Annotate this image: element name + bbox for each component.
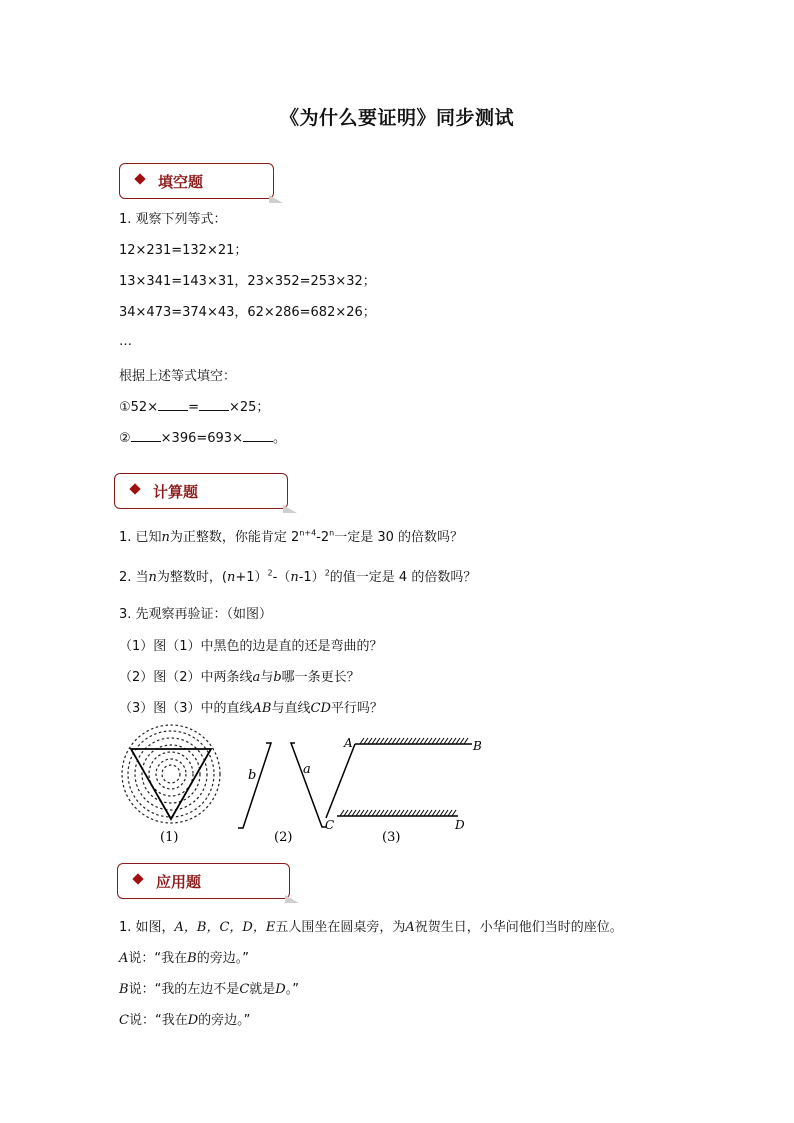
- figure-caption: (3): [382, 830, 401, 845]
- variable: D: [187, 1013, 199, 1028]
- variable: C: [119, 1013, 129, 1028]
- text: 就是: [249, 982, 276, 997]
- page-title: 《为什么要证明》同步测试: [279, 107, 514, 129]
- label-b: b: [248, 768, 257, 783]
- figure-caption: (2): [274, 830, 293, 845]
- calc-question-3: 3. 先观察再验证：（如图）: [119, 607, 273, 622]
- point-label-a: A: [344, 736, 353, 750]
- ellipsis: …: [119, 334, 132, 349]
- text: -（: [272, 570, 291, 585]
- section-header-fill: [119, 163, 274, 199]
- statement-c: [119, 1009, 250, 1028]
- calc-subquestion-1: （1）图（1）中黑色的边是直的还是弯曲的？: [119, 639, 383, 654]
- exponent: n: [329, 528, 335, 538]
- illusion-figure: [0, 722, 794, 852]
- text: 的旁边。”: [198, 1013, 251, 1028]
- section-shadow: [283, 505, 297, 513]
- text: 1. 如图，: [119, 920, 175, 935]
- diamond-bullet-icon: [129, 483, 140, 494]
- apply-question-1: [119, 916, 623, 935]
- statement-b: [119, 978, 299, 997]
- section-label: 填空题: [158, 173, 204, 191]
- exponent: 2: [324, 568, 330, 578]
- text: 的值一定是 4 的倍数吗？: [329, 570, 477, 585]
- text: （2）图（2）中两条线: [119, 670, 253, 685]
- text: 说：“我的左边不是: [128, 982, 240, 997]
- statement-a: [119, 947, 249, 966]
- text: 说：“我在: [128, 951, 188, 966]
- equation-line: 34×473=374×43，62×286=682×26；: [119, 305, 376, 320]
- figure-2-line-a: [291, 743, 326, 827]
- text: 为正整数，你能肯定 2: [169, 530, 300, 545]
- equation-line: 13×341=143×31，23×352=253×32；: [119, 274, 376, 289]
- text: -2: [316, 530, 330, 545]
- calc-subquestion-2: [119, 666, 360, 685]
- variable: C: [239, 982, 250, 997]
- figure-2-line-b: [238, 743, 271, 828]
- diamond-bullet-icon: [134, 173, 145, 184]
- text: 祝贺生日，小华问他们当时的座位。: [414, 920, 623, 935]
- answer-blank[interactable]: [243, 429, 273, 442]
- variable: n: [227, 570, 236, 585]
- fill-item-a: [119, 396, 269, 415]
- variable: b: [273, 670, 282, 685]
- calc-question-2: [119, 566, 476, 585]
- text: 的旁边。”: [196, 951, 249, 966]
- variable: D: [275, 982, 286, 997]
- text: 1. 已知: [119, 530, 162, 545]
- text: 哪一条更长？: [281, 670, 360, 685]
- text: 平行吗？: [330, 701, 383, 716]
- section-label: 应用题: [156, 873, 202, 891]
- exponent: n+4: [299, 528, 317, 538]
- label-a: a: [303, 762, 311, 777]
- exponent: 2: [267, 568, 273, 578]
- diamond-bullet-icon: [132, 873, 143, 884]
- text: 与直线: [271, 701, 311, 716]
- figure-1-circles: [122, 725, 220, 823]
- text: ×396=693×: [160, 431, 243, 446]
- calc-question-1: [119, 526, 463, 545]
- equation-line: 12×231=132×21；: [119, 243, 248, 258]
- variable: n: [161, 530, 170, 545]
- figure-caption: (1): [160, 830, 179, 845]
- figure-3-hatch-cd: [340, 810, 456, 816]
- text: -1）: [298, 570, 325, 585]
- text: 说：“我在: [128, 1013, 188, 1028]
- text: 。: [272, 431, 286, 446]
- text: （3）图（3）中的直线: [119, 701, 253, 716]
- section-shadow: [269, 195, 283, 203]
- variable: AB: [252, 701, 272, 716]
- variable: n: [148, 570, 157, 585]
- section-shadow: [285, 895, 299, 903]
- instruction-text: 根据上述等式填空：: [119, 369, 237, 384]
- variable: n: [290, 570, 299, 585]
- text: ①52×: [119, 400, 159, 415]
- variable: CD: [310, 701, 331, 716]
- variable: A: [405, 920, 415, 935]
- text: =: [188, 400, 199, 415]
- text: 。”: [285, 982, 299, 997]
- point-label-c: C: [325, 818, 335, 832]
- point-label-b: B: [473, 739, 482, 753]
- section-label: 计算题: [153, 483, 199, 501]
- answer-blank[interactable]: [131, 429, 161, 442]
- text: 五人围坐在圆桌旁，为: [275, 920, 406, 935]
- answer-blank[interactable]: [199, 398, 229, 411]
- question-text: 1. 观察下列等式：: [119, 212, 227, 227]
- point-label-d: D: [455, 818, 465, 832]
- text: +1）: [235, 570, 268, 585]
- variables: A，B，C，D，E: [174, 920, 276, 935]
- figure-3-line-ac: [326, 744, 355, 818]
- text: 与: [260, 670, 274, 685]
- variable: a: [252, 670, 261, 685]
- text: ②: [119, 431, 131, 446]
- section-header-apply: [117, 863, 290, 899]
- fill-item-b: [119, 427, 286, 446]
- variable: B: [187, 951, 197, 966]
- figure-3-hatch-ab: [360, 738, 468, 744]
- calc-subquestion-3: [119, 697, 383, 716]
- text: 2. 当: [119, 570, 149, 585]
- section-header-calc: [114, 473, 288, 509]
- text: 为整数时，(: [156, 570, 227, 585]
- answer-blank[interactable]: [158, 398, 188, 411]
- variable: B: [119, 982, 129, 997]
- text: 一定是 30 的倍数吗？: [334, 530, 464, 545]
- text: ×25；: [229, 400, 270, 415]
- variable: A: [119, 951, 129, 966]
